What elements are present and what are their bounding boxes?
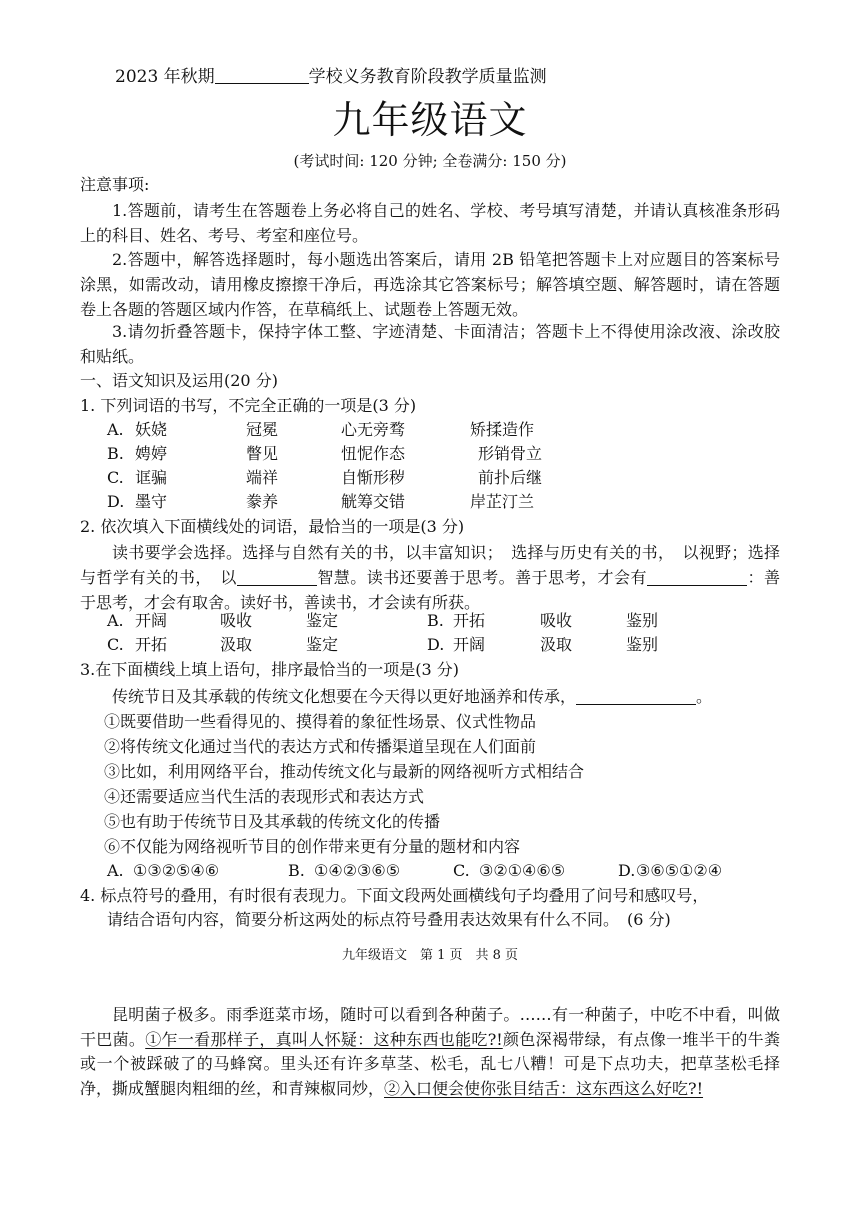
page-footer: 九年级语文 第 1 页 共 8 页 [341,948,519,963]
notice-item-3: 3.请勿折叠答题卡，保持字体工整、字迹清楚、卡面清洁；答题卡上不得使用涂改液、涂改胶和贴纸。 [80,322,780,366]
reading-passage [80,1003,780,1101]
option-word: 娉婷 [135,444,168,463]
passage-text: 昆明菌子极多。雨季逛菜市场，随时可以看到各种菌子。……有一种菌子，中吃不中看，叫做干巴菌。 [80,1005,780,1049]
question-4-stem-cont: 请结合语句内容，简要分析这两处的标点符号叠用表达效果有什么不同。 (6 分) [107,910,671,929]
option-word: 端祥 [246,468,279,487]
option-word: 墨守 [135,492,168,511]
option-word: 吸收 [220,611,253,630]
option-word: 吸收 [540,611,573,630]
question-2-stem: 2. 依次填入下面横线处的词语，最恰当的一项是(3 分) [80,517,465,536]
option-word: 鉴别 [626,611,659,630]
option-word: 诓骗 [135,468,168,487]
sentence-item: ⑥不仅能为网络视听节目的创作带来更有分量的题材和内容 [104,837,521,856]
option-word: 开拓 [135,635,168,654]
option-label: A. [107,420,124,439]
option-label: C. [453,861,470,880]
question-1-stem: 1. 下列词语的书写，不完全正确的一项是(3 分) [80,396,417,415]
option-text: ①④②③⑥⑤ [314,861,401,880]
passage-text: ：善于思考，才会有取舍。读好书，善读书，才会读有所获。 [80,568,780,612]
option-word: 瞥见 [246,444,279,463]
notice-item-2: 2.答题中，解答选择题时，每小题选出答案后，请用 2B 铅笔把答题卡上对应题目的答案标号涂黑，如需改动，请用橡皮擦擦干净后，再选涂其它答案标号；解答填空题、解答题时，请在答题卷上各题的答题区域内作答，在草稿纸上、试题卷上答题无效。 [80,250,780,319]
passage-text: 颜色深褐带绿，有点像一堆半干的牛粪或一个被踩破了的马蜂窝。里头还有许多草茎、松毛，乱七八糟！可是下点功夫，把草茎松毛择净，撕成蟹腿肉粗细的丝，和青辣椒同炒， [80,1029,780,1098]
exam-header [115,62,547,87]
sentence-item: ①既要借助一些看得见的、摸得着的象征性场景、仪式性物品 [104,712,537,731]
notice-item-1: 1.答题前，请考生在答题卷上务必将自己的姓名、学校、考号填写清楚，并请认真核准条形码上的科目、姓名、考号、考室和座位号。 [80,201,780,245]
sentence-item: ②将传统文化通过当代的表达方式和传播渠道呈现在人们面前 [104,737,537,756]
option-text: ①③②⑤④⑥ [133,861,220,880]
question-2-passage [80,540,780,615]
option-word: 豢养 [246,492,279,511]
notice-heading: 注意事项: [80,175,150,194]
option-label: C. [107,468,124,487]
option-word: 矫揉造作 [470,420,535,439]
option-word: 鉴定 [306,635,339,654]
sentence-item: ④还需要适应当代生活的表现形式和表达方式 [104,787,425,806]
header-prefix: 2023 年秋期 [115,67,215,87]
answer-blank[interactable] [576,687,696,705]
option-word: 开阔 [453,635,486,654]
underlined-sentence-1: ①乍一看那样子，真叫人怀疑：这种东西也能吃?! [145,1029,503,1049]
passage-text: 智慧。读书还要善于思考。善于思考，才会有 [316,568,647,587]
option-word: 汲取 [540,635,573,654]
option-word: 形销骨立 [478,444,543,463]
sentence-item: ③比如，利用网络平台，推动传统文化与最新的网络视听方式相结合 [104,762,585,781]
option-label: D. [427,635,445,654]
sentence-item: ⑤也有助于传统节日及其承载的传统文化的传播 [104,812,441,831]
answer-blank[interactable] [647,568,747,586]
option-label: A. [107,611,124,630]
answer-blank[interactable] [237,568,317,586]
underlined-sentence-2: ②入口便会使你张目结舌：这东西这么好吃?! [384,1078,704,1098]
option-label: B. [107,444,124,463]
school-name-blank [215,65,309,84]
option-text: ③⑥⑤①②④ [636,861,723,880]
option-word: 岸芷汀兰 [470,492,535,511]
option-word: 忸怩作态 [341,444,406,463]
option-label: B. [288,861,305,880]
option-label: A. [107,861,124,880]
option-word: 觥筹交错 [341,492,406,511]
option-word: 鉴定 [306,611,339,630]
passage-text: 。 [696,687,713,706]
exam-info: (考试时间: 120 分钟; 全卷满分: 150 分) [293,152,567,170]
header-suffix: 学校义务教育阶段教学质量监测 [308,67,547,87]
passage-text: 传统节日及其承载的传统文化想要在今天得以更好地涵养和传承， [112,687,577,706]
section-heading: 一、语文知识及运用(20 分) [80,371,278,390]
option-word: 冠冕 [246,420,279,439]
option-label: C. [107,635,124,654]
option-word: 开阔 [135,611,168,630]
option-word: 前扑后继 [478,468,543,487]
option-label: D. [107,492,125,511]
question-3-passage [112,686,712,708]
passage-text: 读书要学会选择。选择与自然有关的书，以丰富知识； 选择与历史有关的书， 以视野；选择与哲学有关的书， 以 [80,543,780,587]
question-3-stem: 3.在下面横线上填上语句，排序最恰当的一项是(3 分) [80,660,460,679]
page-title: 九年级语文 [332,98,528,142]
option-word: 开拓 [453,611,486,630]
option-label: D. [618,861,636,880]
question-4-stem: 4. 标点符号的叠用，有时很有表现力。下面文段两处画横线句子均叠用了问号和感叹号， [80,886,709,905]
option-word: 妖娆 [135,420,168,439]
option-text: ③②①④⑥⑤ [479,861,566,880]
option-word: 心无旁骛 [341,420,406,439]
option-word: 鉴别 [626,635,659,654]
option-word: 汲取 [220,635,253,654]
option-word: 自惭形秽 [341,468,406,487]
option-label: B. [427,611,444,630]
